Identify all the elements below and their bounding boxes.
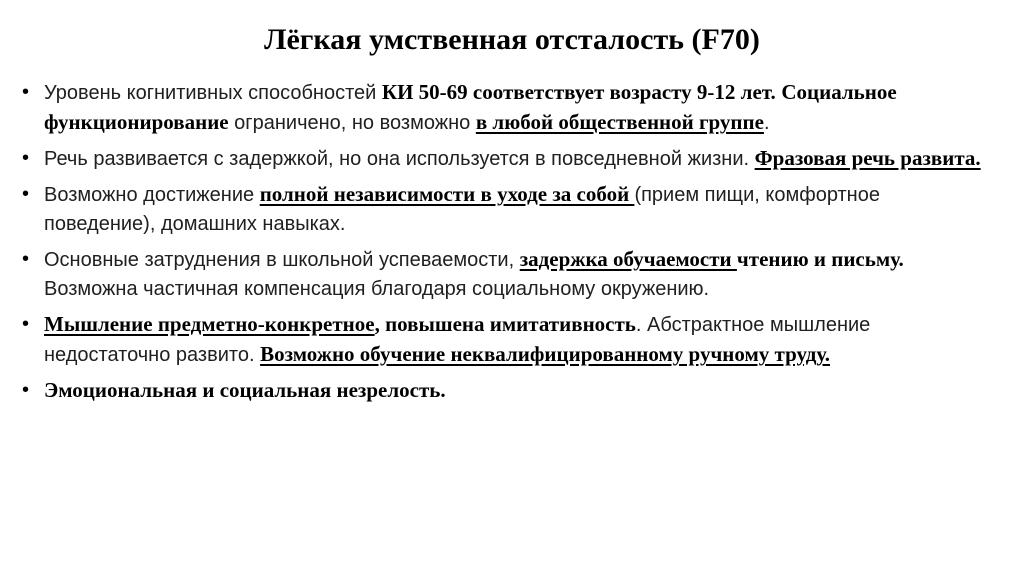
bullet-dot-icon: •	[22, 379, 30, 401]
bullet-text: (прием пищи, комфортное поведение), домашних навыках.	[44, 184, 880, 235]
bullet-dot-icon: •	[22, 183, 30, 205]
bullet-text: . Абстрактное мышление недостаточно развито.	[44, 314, 871, 366]
bullet-text: .	[763, 112, 770, 134]
bullet-text: Возможно достижение	[44, 184, 260, 206]
bullet-text: Речь развивается с задержкой, но она используется в повседневной жизни.	[44, 148, 755, 170]
bullet-item	[22, 376, 987, 406]
emphasis-text: Эмоциональная и социальная незрелость.	[44, 378, 446, 402]
emphasis-text: КИ 50-69 соответствует возрасту 9-12 лет.	[381, 80, 776, 104]
emphasis-text: ,	[374, 312, 386, 336]
bullet-text: ограничено, но возможно	[228, 112, 476, 134]
bullet-item	[22, 78, 987, 138]
bullet-dot-icon: •	[22, 147, 30, 169]
emphasis-underlined-text: в любой общественной группе	[475, 110, 764, 134]
emphasis-underlined-text: Возможно обучение неквалифицированному ручному труду.	[260, 342, 830, 366]
emphasis-underlined-text: Мышление предметно-конкретное	[44, 312, 375, 336]
slide-title: Лёгкая умственная отсталость (F70)	[264, 23, 760, 56]
bullet-list	[22, 78, 987, 412]
emphasis-text: Социальное функционирование	[44, 80, 897, 134]
emphasis-underlined-text: полной независимости в уходе за собой	[259, 182, 635, 206]
bullet-item	[22, 245, 987, 304]
emphasis-text: чтению и письму.	[736, 247, 904, 271]
bullet-item	[22, 310, 987, 370]
bullet-dot-icon: •	[22, 81, 30, 103]
bullet-item	[22, 180, 987, 239]
bullet-text: Возможна частичная компенсация благодаря социальному окружению.	[44, 278, 710, 300]
emphasis-text: повышена имитативность	[385, 312, 636, 336]
bullet-item	[22, 144, 987, 174]
emphasis-underlined-text: задержка обучаемости	[519, 247, 737, 271]
emphasis-underlined-text: Фразовая речь развита.	[754, 146, 981, 170]
bullet-text: Основные затруднения в школьной успеваемости,	[44, 249, 520, 271]
bullet-text: Уровень когнитивных способностей	[44, 82, 382, 104]
bullet-dot-icon: •	[22, 313, 30, 335]
bullet-dot-icon: •	[22, 248, 30, 270]
